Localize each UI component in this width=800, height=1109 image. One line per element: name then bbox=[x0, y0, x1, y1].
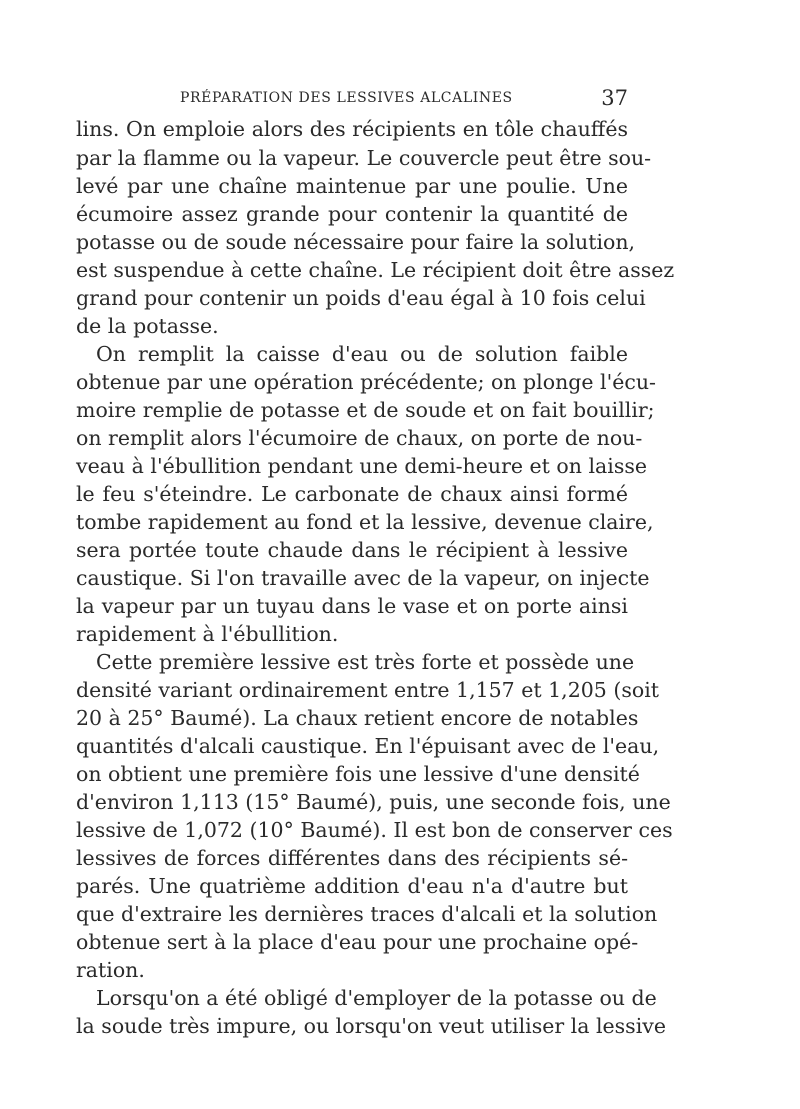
text-line: lessives de forces différentes dans des récipients sé- bbox=[76, 846, 628, 870]
text-line: obtenue par une opération précédente; on plonge l'écu- bbox=[76, 370, 656, 394]
text-line: veau à l'ébullition pendant une demi-heure et on laisse bbox=[76, 454, 647, 478]
text-line: de la potasse. bbox=[76, 314, 219, 338]
text-line: est suspendue à cette chaîne. Le récipient doit être assez bbox=[76, 258, 675, 282]
text-line: obtenue sert à la place d'eau pour une prochaine opé- bbox=[76, 930, 639, 954]
text-line: levé par une chaîne maintenue par une poulie. Une bbox=[76, 174, 628, 198]
text-line: la vapeur par un tuyau dans le vase et on porte ainsi bbox=[76, 594, 628, 618]
page-number: 37 bbox=[601, 86, 628, 110]
text-line: tombe rapidement au fond et la lessive, devenue claire, bbox=[76, 510, 654, 534]
text-line: sera portée toute chaude dans le récipient à lessive bbox=[76, 538, 628, 562]
text-line: 20 à 25° Baumé). La chaux retient encore de notables bbox=[76, 706, 639, 730]
text-line: la soude très impure, ou lorsqu'on veut utiliser la lessive bbox=[76, 1014, 666, 1038]
text-line: caustique. Si l'on travaille avec de la vapeur, on injecte bbox=[76, 566, 650, 590]
text-line: d'environ 1,113 (15° Baumé), puis, une seconde fois, une bbox=[76, 790, 671, 814]
text-line: moire remplie de potasse et de soude et on fait bouillir; bbox=[76, 398, 655, 422]
text-line: écumoire assez grande pour contenir la quantité de bbox=[76, 202, 628, 226]
text-line: que d'extraire les dernières traces d'alcali et la solution bbox=[76, 902, 658, 926]
text-line: parés. Une quatrième addition d'eau n'a d'autre but bbox=[76, 874, 628, 898]
text-line: lins. On emploie alors des récipients en tôle chauffés bbox=[76, 117, 628, 141]
text-line: densité variant ordinairement entre 1,157 et 1,205 (soit bbox=[76, 678, 659, 702]
text-line: potasse ou de soude nécessaire pour faire la solution, bbox=[76, 230, 636, 254]
text-line: Cette première lessive est très forte et possède une bbox=[96, 650, 635, 674]
text-line: rapidement à l'ébullition. bbox=[76, 622, 339, 646]
text-line: On remplit la caisse d'eau ou de solution faible bbox=[96, 342, 628, 366]
running-title: PRÉPARATION DES LESSIVES ALCALINES bbox=[180, 90, 513, 106]
text-line: le feu s'éteindre. Le carbonate de chaux ainsi formé bbox=[76, 482, 628, 506]
text-line: quantités d'alcali caustique. En l'épuisant avec de l'eau, bbox=[76, 734, 660, 758]
text-line: par la flamme ou la vapeur. Le couvercle peut être sou- bbox=[76, 146, 652, 170]
running-header bbox=[76, 86, 628, 112]
text-line: Lorsqu'on a été obligé d'employer de la potasse ou de bbox=[96, 986, 657, 1010]
text-line: on obtient une première fois une lessive d'une densité bbox=[76, 762, 640, 786]
text-line: ration. bbox=[76, 958, 145, 982]
text-line: grand pour contenir un poids d'eau égal à 10 fois celui bbox=[76, 286, 646, 310]
text-line: on remplit alors l'écumoire de chaux, on porte de nou- bbox=[76, 426, 643, 450]
text-line: lessive de 1,072 (10° Baumé). Il est bon de conserver ces bbox=[76, 818, 673, 842]
